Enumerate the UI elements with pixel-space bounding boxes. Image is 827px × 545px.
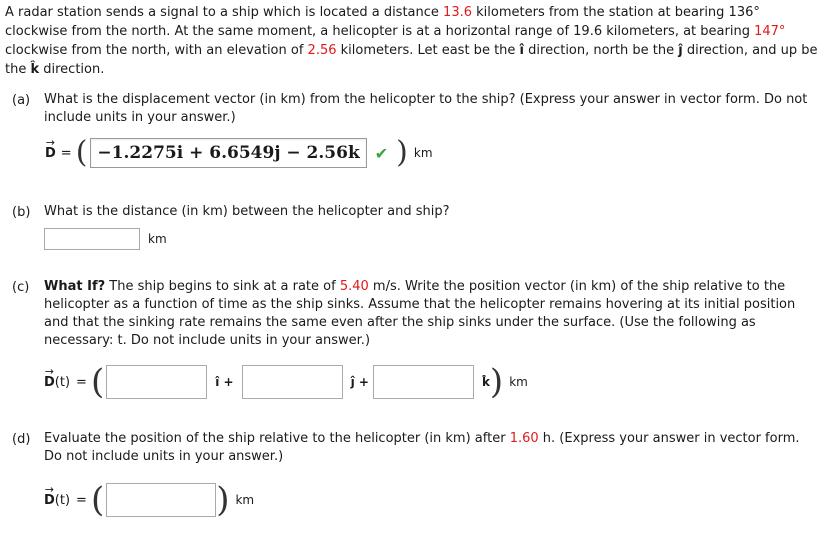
equals-sign: = xyxy=(76,374,87,390)
i-hat-symbol: î xyxy=(519,43,525,58)
part-d-unit: km xyxy=(235,493,255,507)
left-paren: ( xyxy=(90,480,105,520)
part-c-question xyxy=(44,278,820,350)
equals-sign: = xyxy=(76,492,87,508)
k-hat-term: k̂ xyxy=(481,375,490,389)
part-c-j-component-input[interactable] xyxy=(242,365,343,399)
part-a-label: (a) xyxy=(12,93,31,108)
right-paren: ) xyxy=(489,362,504,402)
j-hat-term: ĵ + xyxy=(350,375,369,389)
part-c-text: The ship begins to sink at a rate of xyxy=(105,279,340,294)
vector-d-symbol: → D xyxy=(44,493,55,508)
part-d-label: (d) xyxy=(12,432,31,447)
part-a-unit: km xyxy=(413,146,433,160)
right-paren: ) xyxy=(396,135,408,170)
part-c-unit: km xyxy=(509,375,528,389)
left-paren: ( xyxy=(90,362,105,402)
intro-text: kilometers from the station at bearing 136° clockwise from the north. At the same moment, a helicopter is at a horizontal range of 19.6 kilometers, at bearing xyxy=(5,5,760,39)
intro-text: direction, and up be the xyxy=(5,43,818,77)
i-hat-term: î + xyxy=(215,375,234,389)
part-a-question: What is the displacement vector (in km) from the helicopter to the ship? (Express your answer in vector form. Do not include units in your answer.) xyxy=(44,92,808,125)
vector-d-symbol: → D xyxy=(44,375,55,390)
part-c-i-component-input[interactable] xyxy=(106,365,207,399)
part-d-position-input[interactable] xyxy=(106,483,216,517)
part-b-label: (b) xyxy=(12,205,31,220)
part-c-text: m/s. Write the position vector (in km) of the ship relative to the helicopter as a function of time as the ship sinks. Assume that the helicopter remains hovering at its initial position and that the sinking rate remains the same even after the ship sinks under the surface. (Use the following as necessary: t. Do not include units in your answer.) xyxy=(44,279,796,348)
part-b-answer-row xyxy=(44,228,167,250)
part-a-answer-value: −1.2275i + 6.6549j − 2.56k xyxy=(97,143,360,163)
check-icon: ✔ xyxy=(374,143,389,163)
part-d-text: Evaluate the position of the ship relative to the helicopter (in km) after xyxy=(44,431,510,446)
time-argument: (t) xyxy=(54,492,71,508)
time-argument: (t) xyxy=(54,374,71,390)
part-d-question xyxy=(44,430,820,466)
intro-text: kilometers. Let east be the xyxy=(336,43,520,58)
left-paren: ( xyxy=(75,135,88,170)
part-a-answer-field[interactable] xyxy=(90,138,366,168)
what-if-heading: What If? xyxy=(44,279,106,294)
part-c-answer-row xyxy=(44,362,528,402)
intro-text: direction, north be the xyxy=(524,43,679,58)
intro-text: A radar station sends a signal to a ship which is located a distance xyxy=(5,5,444,20)
vector-d-symbol: → D xyxy=(45,146,56,161)
j-hat-symbol: ĵ xyxy=(678,43,683,58)
intro-text: direction. xyxy=(39,62,105,77)
part-d-answer-row xyxy=(44,480,255,520)
part-a-answer-row xyxy=(45,135,433,170)
part-c-label: (c) xyxy=(12,280,30,295)
part-b-unit: km xyxy=(148,232,167,246)
k-hat-symbol: k̂ xyxy=(30,62,40,77)
part-b-distance-input[interactable] xyxy=(44,228,140,250)
right-paren: ) xyxy=(216,480,230,520)
part-b-question: What is the distance (in km) between the helicopter and ship? xyxy=(44,204,450,219)
sink-rate-value: 5.40 xyxy=(339,279,369,294)
part-d-text: h. (Express your answer in vector form. Do not include units in your answer.) xyxy=(44,431,800,464)
problem-statement xyxy=(5,3,820,79)
helicopter-bearing-value: 147° xyxy=(754,24,786,39)
helicopter-elevation-value: 2.56 xyxy=(307,43,337,58)
equals-sign: = xyxy=(60,145,72,161)
time-value: 1.60 xyxy=(509,431,539,446)
part-c-k-component-input[interactable] xyxy=(373,365,474,399)
intro-text: clockwise from the north, with an elevation of xyxy=(5,43,308,58)
ship-distance-value: 13.6 xyxy=(443,5,472,20)
